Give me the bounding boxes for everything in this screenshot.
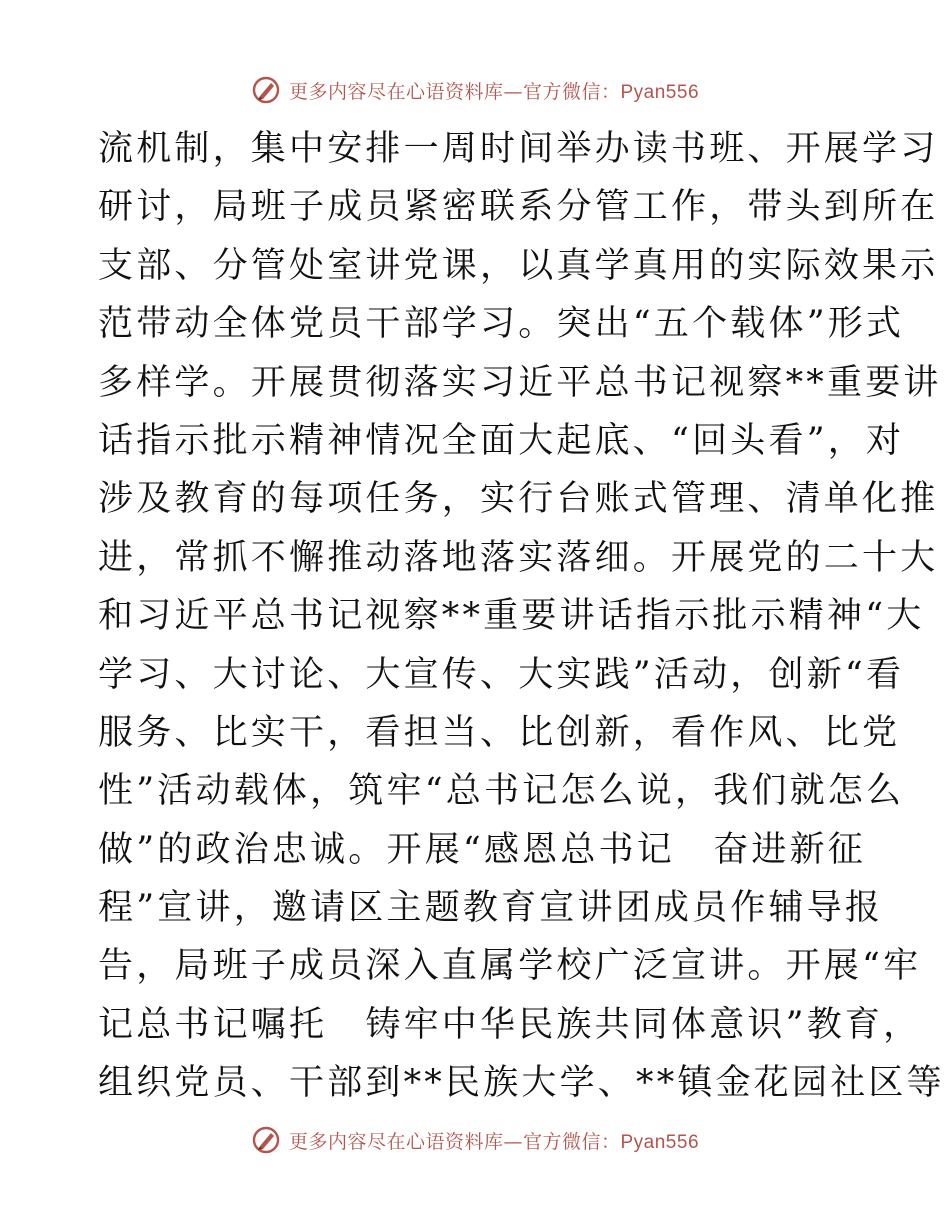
text-line: 告，局班子成员深入直属学校广泛宣讲。开展“牢 — [98, 946, 922, 987]
text-line: 多样学。开展贯彻落实习近平总书记视察**重要讲 — [98, 362, 942, 403]
text-line: 话指示批示精神情况全面大起底、“回头看”，对 — [98, 420, 905, 461]
watermark-text: 更多内容尽在心语资料库—官方微信：Pyan556 — [288, 1130, 700, 1153]
pen-logo-icon — [251, 75, 281, 105]
watermark-contact: Pyan556 — [620, 1131, 700, 1153]
text-line: 学习、大讨论、大宣传、大实践”活动，创新“看 — [98, 654, 905, 695]
footer-watermark — [0, 1120, 950, 1160]
text-line: 和习近平总书记视察**重要讲话指示批示精神“大 — [98, 596, 925, 637]
text-line: 性”活动载体，筑牢“总书记怎么说，我们就怎么 — [98, 771, 905, 812]
header-watermark — [0, 70, 950, 110]
text-line: 范带动全体党员干部学习。突出“五个载体”形式 — [98, 304, 905, 345]
text-line: 组织党员、干部到**民族大学、**镇金花园社区等 — [98, 1063, 945, 1104]
text-line: 程”宣讲，邀请区主题教育宣讲团成员作辅导报 — [98, 888, 884, 929]
text-line: 记总书记嘱托 铸牢中华民族共同体意识”教育， — [98, 1004, 922, 1045]
text-line: 涉及教育的每项任务，实行台账式管理、清单化推 — [98, 479, 939, 520]
text-line: 研讨，局班子成员紧密联系分管工作，带头到所在 — [98, 187, 939, 228]
text-line: 支部、分管处室讲党课，以真学真用的实际效果示 — [98, 245, 939, 286]
text-line: 做”的政治忠诚。开展“感恩总书记 奋进新征 — [98, 829, 866, 870]
text-line: 进，常抓不懈推动落地落实落细。开展党的二十大 — [98, 537, 939, 578]
document-body — [98, 120, 945, 1113]
text-line: 流机制，集中安排一周时间举办读书班、开展学习 — [98, 129, 939, 169]
text-line: 服务、比实干，看担当、比创新，看作风、比党 — [98, 712, 901, 753]
watermark-text: 更多内容尽在心语资料库—官方微信：Pyan556 — [288, 80, 700, 103]
watermark-contact: Pyan556 — [620, 81, 700, 103]
pen-logo-icon — [251, 1125, 281, 1155]
